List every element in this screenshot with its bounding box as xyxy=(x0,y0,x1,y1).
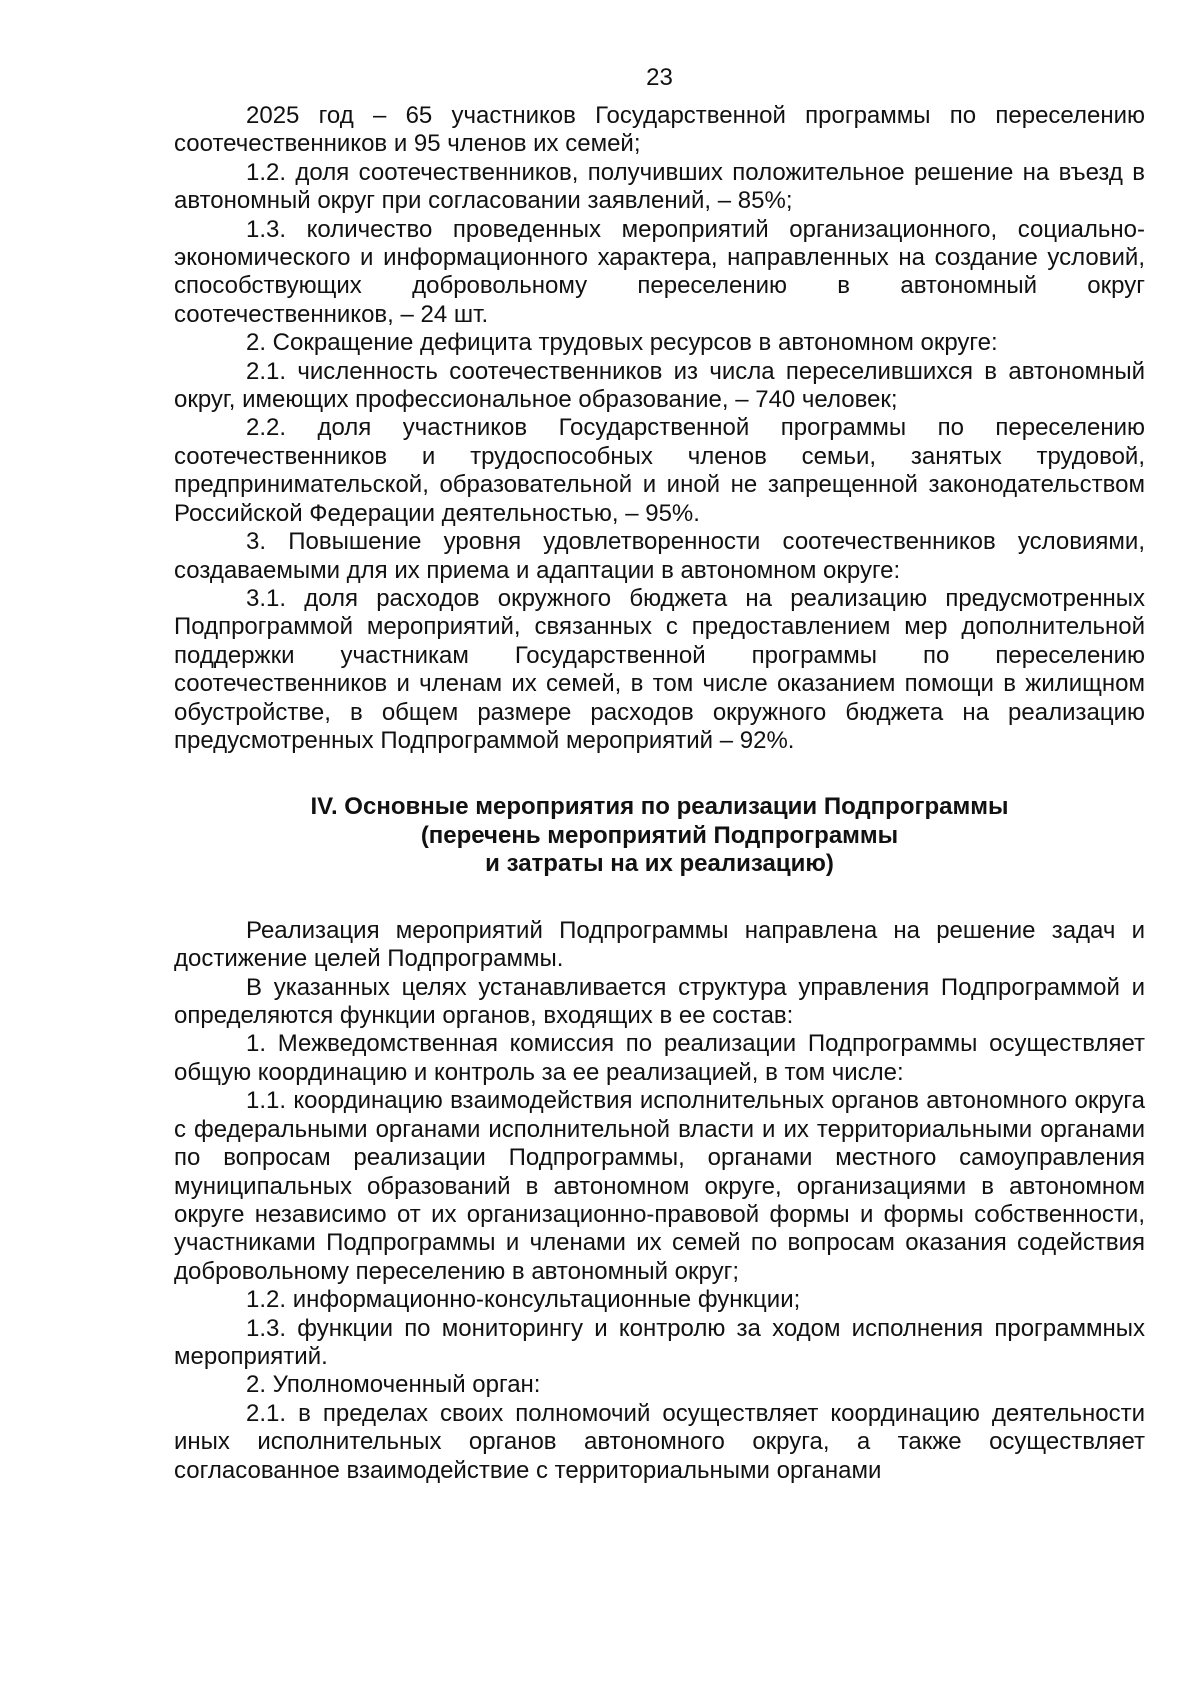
paragraph: 2.2. доля участников Государственной программы по переселению соотечественников и трудоспособных членов семьи, занятых трудовой, предпринимательской, образовательной и иной не запрещенной законодательством Российской Федерации деятельностью, – 95%. xyxy=(174,414,1145,527)
paragraph: 2025 год – 65 участников Государственной программы по переселению соотечественников и 95 членов их семей; xyxy=(174,102,1145,158)
paragraph: 1.2. доля соотечественников, получивших положительное решение на въезд в автономный округ при согласовании заявлений, – 85%; xyxy=(174,158,1145,215)
paragraph: 3. Повышение уровня удовлетворенности соотечественников условиями, создаваемыми для их приема и адаптации в автономном округе: xyxy=(174,528,1145,584)
paragraph: 2. Сокращение дефицита трудовых ресурсов в автономном округе: xyxy=(246,329,998,357)
section-heading-line: IV. Основные мероприятия по реализации Подпрограммы xyxy=(310,793,1009,821)
section-heading xyxy=(174,793,1145,879)
paragraph: 2.1. в пределах своих полномочий осуществляет координацию деятельности иных исполнительных органов автономного округа, а также осуществляет согласованное взаимодействие с территориальными органами xyxy=(174,1399,1145,1484)
page-number: 23 xyxy=(646,64,673,91)
paragraph: Реализация мероприятий Подпрограммы направлена на решение задач и достижение целей Подпрограммы. xyxy=(174,916,1145,973)
document-page xyxy=(174,64,1145,1485)
paragraph: 2.1. численность соотечественников из числа переселившихся в автономный округ, имеющих профессиональное образование, – 740 человек; xyxy=(174,357,1145,414)
paragraph: 1.1. координацию взаимодействия исполнительных органов автономного округа с федеральными органами исполнительной власти и их территориальными органами по вопросам реализации Подпрограммы, органами местного самоуправления муниципальных образований в автономном округе, организациями в автономном округе независимо от их организационно-правовой формы и формы собственности, участниками Подпрограммы и членами их семей по вопросам оказания содействия добровольному переселению в автономный округ; xyxy=(174,1087,1145,1285)
paragraph: 1.3. функции по мониторингу и контролю за ходом исполнения программных мероприятий. xyxy=(174,1314,1145,1370)
paragraph: 2. Уполномоченный орган: xyxy=(246,1371,541,1399)
measures-section xyxy=(174,917,1145,1485)
paragraph: 3.1. доля расходов окружного бюджета на реализацию предусмотренных Подпрограммой мероприятий, связанных с предоставлением мер дополнительной поддержки участникам Государственной программы по переселению соотечественников и членам их семей, в том числе оказанием помощи в жилищном обустройстве, в общем размере расходов окружного бюджета на реализацию предусмотренных Подпрограммой мероприятий – 92%. xyxy=(174,584,1145,754)
paragraph: 1.2. информационно-консультационные функции; xyxy=(246,1286,801,1314)
section-heading-line: (перечень мероприятий Подпрограммы xyxy=(420,821,899,849)
paragraph: 1.3. количество проведенных мероприятий организационного, социально-экономического и информационного характера, направленных на создание условий, способствующих добровольному переселению в автономный округ соотечественников, – 24 шт. xyxy=(174,215,1145,328)
paragraph: 1. Межведомственная комиссия по реализации Подпрограммы осуществляет общую координацию и контроль за ее реализацией, в том числе: xyxy=(174,1030,1145,1086)
paragraph: В указанных целях устанавливается структура управления Подпрограммой и определяются функции органов, входящих в ее состав: xyxy=(174,973,1145,1030)
section-heading-line: и затраты на их реализацию) xyxy=(485,850,834,878)
targets-section xyxy=(174,102,1145,755)
